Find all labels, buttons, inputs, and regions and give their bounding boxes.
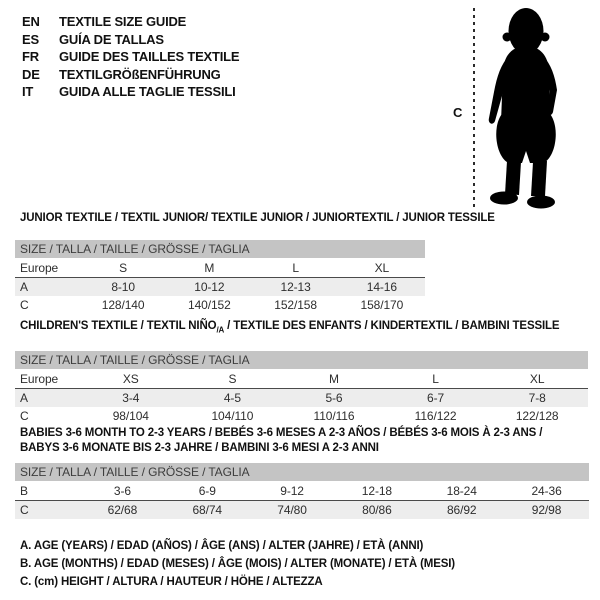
table-cell: 104/110 <box>211 409 254 424</box>
table-cell: 140/152 <box>188 298 231 312</box>
column-header: S <box>119 261 128 275</box>
title-text: BABYS 3-6 MONATE BIS 2-3 JAHRE / BAMBINI 3-6 MESI A 2-3 ANNI <box>20 442 379 454</box>
table-cell: 8-10 <box>111 280 135 294</box>
table-cell: 128/140 <box>101 298 145 312</box>
table-cell: 10-12 <box>194 280 225 294</box>
section-title-line <box>20 441 589 456</box>
title-subscript: /A <box>216 325 225 335</box>
language-title: GUIDE DES TAILLES TEXTILE <box>59 49 240 65</box>
size-table <box>15 463 589 519</box>
table-cell: 18-24 <box>446 484 477 498</box>
row-label-header: Europe <box>20 372 59 387</box>
row-label: B <box>20 484 28 498</box>
table-cell: 14-16 <box>366 280 397 294</box>
title-text: BABIES 3-6 MONTH TO 2-3 YEARS / BEBÉS 3-6 MESES A 2-3 AÑOS / BÉBÉS 3-6 MOIS À 2-3 ANS / <box>20 427 543 439</box>
table-row <box>15 501 589 519</box>
language-code: ES <box>22 31 39 47</box>
table-cell: 4-5 <box>223 391 241 406</box>
language-title: GUIDA ALLE TAGLIE TESSILI <box>59 84 236 100</box>
language-code: IT <box>22 84 34 100</box>
size-table <box>15 351 588 425</box>
column-header: L <box>292 261 299 275</box>
legend-line: A. AGE (YEARS) / EDAD (AÑOS) / ÂGE (ANS) / ALTER (JAHRE) / ETÀ (ANNI) <box>20 540 424 552</box>
height-measure-label: C <box>453 105 463 120</box>
language-title: TEXTILGRÖßENFÜHRUNG <box>59 66 221 82</box>
table-cell: 86/92 <box>446 503 477 517</box>
language-row <box>22 83 239 101</box>
column-header: M <box>204 261 215 275</box>
table-cell: 110/116 <box>313 409 355 424</box>
table-cell: 152/158 <box>274 298 317 312</box>
section-babies-textile <box>15 426 589 519</box>
language-code: FR <box>22 49 39 65</box>
table-cell: 122/128 <box>515 409 559 424</box>
legend-line: B. AGE (MONTHS) / EDAD (MESES) / ÂGE (MOIS) / ALTER (MONATE) / ETÀ (MESI) <box>20 558 455 570</box>
table-row <box>15 278 425 296</box>
toddler-silhouette-icon <box>482 4 570 212</box>
legend <box>20 537 455 591</box>
size-table-header-bar: SIZE / TALLA / TAILLE / GRÖSSE / TAGLIA <box>15 463 589 481</box>
section-title-line <box>20 426 589 441</box>
table-cell: 116/122 <box>414 409 457 424</box>
size-table-header-bar: SIZE / TALLA / TAILLE / GRÖSSE / TAGLIA <box>15 351 588 369</box>
size-table-header-bar: SIZE / TALLA / TAILLE / GRÖSSE / TAGLIA <box>15 240 425 258</box>
section-title-line <box>20 319 588 337</box>
table-cell: 3-6 <box>113 484 131 498</box>
height-measure-dotted-line <box>473 8 475 210</box>
language-title: GUÍA DE TALLAS <box>59 31 164 47</box>
table-cell: 92/98 <box>531 503 562 517</box>
column-header: XL <box>374 261 390 275</box>
language-row <box>22 13 239 31</box>
title-text: / TEXTILE DES ENFANTS / KINDERTEXTIL / BAMBINI TESSILE <box>224 320 560 332</box>
row-label: C <box>20 409 29 424</box>
table-cell: 9-12 <box>280 484 304 498</box>
table-cell: 6-9 <box>198 484 216 498</box>
table-cell: 68/74 <box>192 503 222 517</box>
language-row <box>22 66 239 84</box>
legend-line: C. (cm) HEIGHT / ALTURA / HAUTEUR / HÖHE / ALTEZZA <box>20 576 323 588</box>
table-cell: 6-7 <box>427 391 445 406</box>
table-row <box>15 296 425 314</box>
column-header: XS <box>122 372 139 387</box>
language-row <box>22 31 239 49</box>
table-row <box>15 389 588 407</box>
language-row <box>22 48 239 66</box>
language-title: TEXTILE SIZE GUIDE <box>59 14 187 30</box>
row-label: A <box>20 280 28 294</box>
table-cell: 5-6 <box>325 391 343 406</box>
table-row <box>15 482 589 501</box>
language-title-list <box>22 13 239 101</box>
column-header: M <box>329 372 339 387</box>
row-label-header: Europe <box>20 261 59 275</box>
column-header: XL <box>529 372 545 387</box>
row-label: C <box>20 503 29 517</box>
table-header-row <box>15 370 588 389</box>
size-table <box>15 240 425 314</box>
table-cell: 3-4 <box>122 391 140 406</box>
section-childrens-textile <box>15 319 588 425</box>
title-text: CHILDREN'S TEXTILE / TEXTIL NIÑO <box>20 320 217 332</box>
table-cell: 74/80 <box>277 503 307 517</box>
table-cell: 12-13 <box>280 280 311 294</box>
section-title <box>15 319 588 337</box>
table-header-row <box>15 259 425 278</box>
section-title-line <box>20 211 495 226</box>
table-cell: 98/104 <box>112 409 149 424</box>
language-code: EN <box>22 14 40 30</box>
table-cell: 80/86 <box>362 503 392 517</box>
section-title <box>15 211 495 226</box>
table-cell: 158/170 <box>360 298 404 312</box>
language-code: DE <box>22 66 40 82</box>
section-junior-textile <box>15 211 495 314</box>
column-header: L <box>432 372 439 387</box>
table-cell: 7-8 <box>528 391 546 406</box>
row-label: C <box>20 298 29 312</box>
section-title <box>15 426 589 456</box>
table-row <box>15 407 588 425</box>
title-text: JUNIOR TEXTILE / TEXTIL JUNIOR/ TEXTILE JUNIOR / JUNIORTEXTIL / JUNIOR TESSILE <box>20 212 495 224</box>
column-header: S <box>228 372 237 387</box>
table-cell: 62/68 <box>107 503 138 517</box>
row-label: A <box>20 391 28 406</box>
table-cell: 24-36 <box>531 484 562 498</box>
table-cell: 12-18 <box>361 484 392 498</box>
